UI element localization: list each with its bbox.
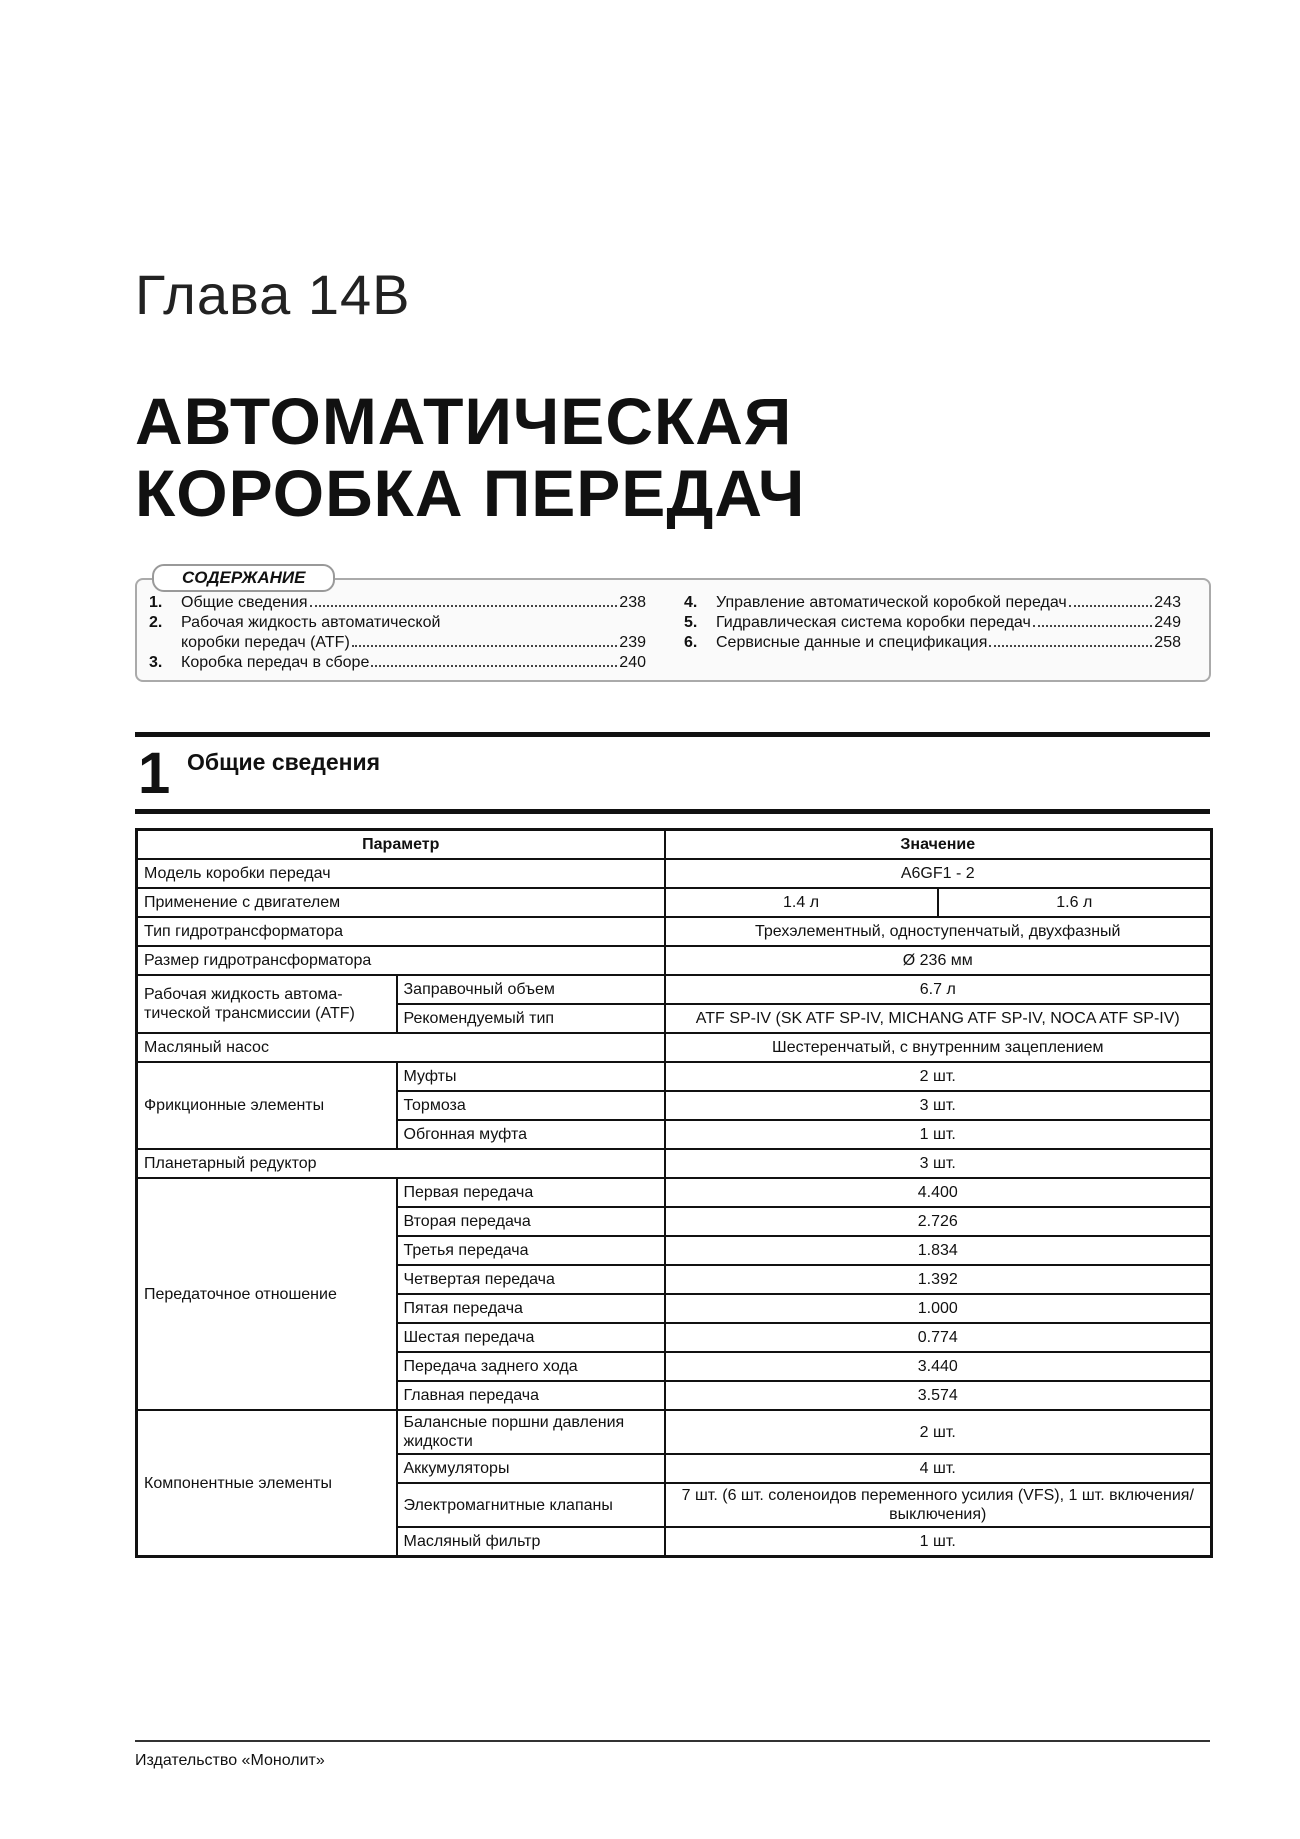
cell-label: Планетарный редуктор — [137, 1149, 665, 1178]
cell-value: 1.392 — [665, 1265, 1212, 1294]
table-of-contents — [135, 568, 1211, 682]
toc-item-number: 1. — [149, 594, 163, 611]
toc-item-text: Гидравлическая система коробки передач — [716, 614, 1031, 631]
toc-item-number: 3. — [149, 654, 163, 671]
cell-label: Третья передача — [397, 1236, 665, 1265]
cell-value: 6.7 л — [665, 975, 1212, 1004]
cell-label: Аккумуляторы — [397, 1454, 665, 1483]
toc-item[interactable] — [149, 593, 646, 613]
cell-label: Заправочный объем — [397, 975, 665, 1004]
cell-label: Балансные поршни давления жидкости — [397, 1410, 665, 1454]
cell-label: Тип гидротрансформатора — [137, 917, 665, 946]
toc-item-text: Рабочая жидкость автоматической — [181, 614, 441, 631]
cell-value: 1.834 — [665, 1236, 1212, 1265]
cell-value: 4.400 — [665, 1178, 1212, 1207]
toc-item-text: Сервисные данные и спецификация — [716, 634, 988, 651]
toc-item-number: 5. — [684, 614, 698, 631]
toc-item[interactable] — [149, 653, 646, 673]
toc-item-page: 258 — [1154, 634, 1181, 651]
cell-label: Модель коробки передач — [137, 859, 665, 888]
cell-group-label: Компонентные элементы — [137, 1410, 397, 1557]
table-row — [137, 1178, 1212, 1207]
cell-group-label: Передаточное отношение — [137, 1178, 397, 1410]
cell-value: 1.000 — [665, 1294, 1212, 1323]
cell-value: 1 шт. — [665, 1120, 1212, 1149]
toc-item-number: 4. — [684, 594, 698, 611]
cell-label: Передача заднего хода — [397, 1352, 665, 1381]
cell-label: Масляный фильтр — [397, 1527, 665, 1557]
toc-item-text: Общие сведения — [181, 594, 308, 611]
toc-item-text: Коробка передач в сборе — [181, 654, 370, 671]
toc-item-number: 6. — [684, 634, 698, 651]
title-line-1: АВТОМАТИЧЕСКАЯ — [135, 384, 793, 458]
toc-item-page: 243 — [1154, 594, 1181, 611]
spec-table — [135, 828, 1213, 1558]
section-divider-bottom — [135, 809, 1210, 814]
cell-value: 3.574 — [665, 1381, 1212, 1410]
header-param: Параметр — [137, 830, 665, 860]
cell-label: Главная передача — [397, 1381, 665, 1410]
cell-label: Электромагнитные клапаны — [397, 1483, 665, 1527]
cell-value: Шестеренчатый, с внутренним зацеплением — [665, 1033, 1212, 1062]
footer-divider — [135, 1740, 1210, 1742]
cell-label: Пятая передача — [397, 1294, 665, 1323]
cell-value: 7 шт. (6 шт. соленоидов переменного усилия (VFS), 1 шт. включения/выключения) — [665, 1483, 1212, 1527]
table-row — [137, 975, 1212, 1004]
table-row — [137, 917, 1212, 946]
chapter-heading: Глава 14В — [135, 263, 411, 326]
toc-item-page: 249 — [1154, 614, 1181, 631]
cell-label: Шестая передача — [397, 1323, 665, 1352]
toc-item-page: 240 — [619, 654, 646, 671]
page-title — [135, 385, 805, 529]
table-row — [137, 1149, 1212, 1178]
header-value: Значение — [665, 830, 1212, 860]
cell-value: 4 шт. — [665, 1454, 1212, 1483]
cell-value: 1 шт. — [665, 1527, 1212, 1557]
cell-group-label: Фрикционные элементы — [137, 1062, 397, 1149]
cell-label: Применение с двигателем — [137, 888, 665, 917]
toc-item[interactable] — [684, 593, 1181, 613]
publisher-footer: Издательство «Монолит» — [135, 1752, 325, 1769]
table-row — [137, 888, 1212, 917]
toc-column-left — [149, 593, 646, 673]
table-row — [137, 1062, 1212, 1091]
cell-group-label: Рабочая жидкость автома-тической трансмиссии (ATF) — [137, 975, 397, 1033]
cell-label: Первая передача — [397, 1178, 665, 1207]
cell-label: Размер гидротрансформатора — [137, 946, 665, 975]
table-row — [137, 946, 1212, 975]
cell-label: Масляный насос — [137, 1033, 665, 1062]
cell-value: 0.774 — [665, 1323, 1212, 1352]
cell-value: Ø 236 мм — [665, 946, 1212, 975]
cell-label: Тормоза — [397, 1091, 665, 1120]
cell-label: Вторая передача — [397, 1207, 665, 1236]
table-row — [137, 1410, 1212, 1454]
cell-label: Четвертая передача — [397, 1265, 665, 1294]
toc-item[interactable] — [149, 613, 646, 653]
toc-column-right — [684, 593, 1181, 653]
cell-label: Рекомендуемый тип — [397, 1004, 665, 1033]
cell-value: 1.6 л — [938, 888, 1212, 917]
title-line-2: КОРОБКА ПЕРЕДАЧ — [135, 456, 806, 530]
section-number: 1 — [138, 741, 171, 806]
toc-item[interactable] — [684, 633, 1181, 653]
table-row — [137, 859, 1212, 888]
toc-item-text: коробки передач (ATF) — [181, 634, 350, 651]
toc-label: СОДЕРЖАНИЕ — [152, 564, 335, 592]
cell-value: 2 шт. — [665, 1062, 1212, 1091]
cell-value: 2.726 — [665, 1207, 1212, 1236]
cell-value: ATF SP-IV (SK ATF SP-IV, MICHANG ATF SP-IV, NOCA ATF SP-IV) — [665, 1004, 1212, 1033]
table-header-row — [137, 830, 1212, 860]
toc-item-number: 2. — [149, 614, 163, 631]
table-row — [137, 1033, 1212, 1062]
cell-value: 1.4 л — [665, 888, 938, 917]
cell-value: 3 шт. — [665, 1091, 1212, 1120]
section-title: Общие сведения — [187, 749, 381, 775]
cell-label: Муфты — [397, 1062, 665, 1091]
toc-item-page: 239 — [619, 634, 646, 651]
cell-value: 2 шт. — [665, 1410, 1212, 1454]
toc-item-text: Управление автоматической коробкой передач — [716, 594, 1067, 611]
section-divider-top — [135, 732, 1210, 737]
cell-value: 3.440 — [665, 1352, 1212, 1381]
cell-value: Трехэлементный, одноступенчатый, двухфазный — [665, 917, 1212, 946]
cell-label: Обгонная муфта — [397, 1120, 665, 1149]
toc-item[interactable] — [684, 613, 1181, 633]
cell-value: 3 шт. — [665, 1149, 1212, 1178]
toc-item-page: 238 — [619, 594, 646, 611]
cell-value: A6GF1 - 2 — [665, 859, 1212, 888]
